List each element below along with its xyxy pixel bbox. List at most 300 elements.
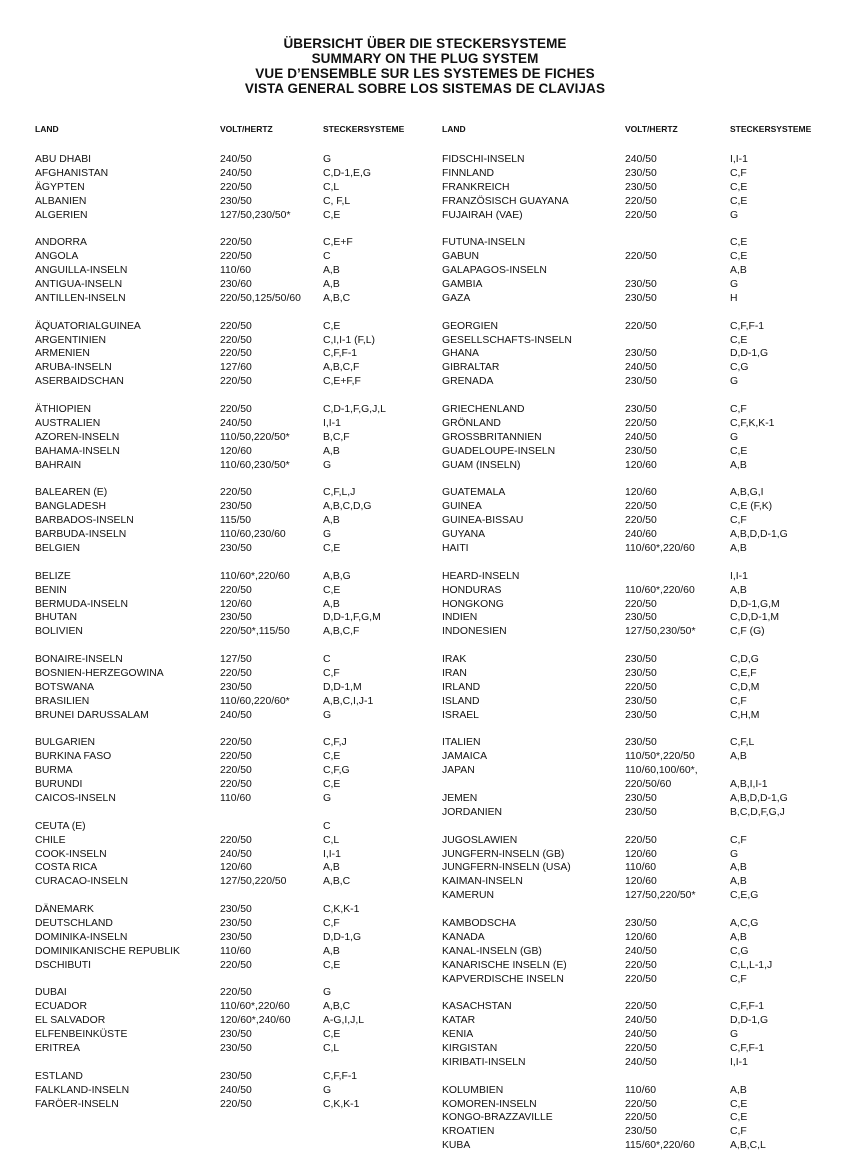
voltage-frequency: 220/50 [625, 417, 657, 429]
table-row [442, 931, 842, 945]
voltage-frequency: 220/50 [220, 779, 252, 791]
table-row [442, 320, 842, 334]
table-row [442, 250, 842, 264]
voltage-frequency: 110/60,100/60*, [625, 765, 698, 777]
table-row [35, 334, 435, 348]
table-row [35, 903, 435, 917]
country-name: HONDURAS [442, 584, 502, 596]
country-name: ARGENTINIEN [35, 334, 107, 346]
voltage-frequency: 220/50 [220, 320, 252, 332]
country-name: BANGLADESH [35, 501, 107, 513]
table-row [35, 570, 435, 584]
table-row [442, 584, 842, 598]
country-name: GRENADA [442, 376, 494, 388]
plug-types: A,B [730, 459, 747, 471]
plug-types: C,E [730, 334, 748, 346]
table-row [442, 1014, 842, 1028]
country-name: ERITREA [35, 1043, 81, 1054]
plug-types: C,K,K-1 [323, 1098, 360, 1110]
table-row [35, 375, 435, 389]
country-name: IRLAND [442, 681, 481, 693]
voltage-frequency: 220/50 [220, 404, 252, 416]
table-row [35, 320, 435, 334]
group-spacer [442, 639, 842, 653]
plug-types: C,F,F-1 [730, 320, 765, 332]
plug-types: I,I-1 [730, 154, 748, 165]
table-row [35, 347, 435, 361]
country-name: GRÖNLAND [442, 417, 501, 429]
plug-types: C,F,L,J [323, 487, 356, 499]
plug-types: A,B,G [323, 570, 351, 582]
table-row [35, 236, 435, 250]
title-line-fr: VUE D’ENSEMBLE SUR LES SYSTEMES DE FICHES [255, 66, 595, 81]
plug-types: C [323, 820, 331, 832]
voltage-frequency: 220/50 [220, 181, 252, 193]
country-name: ISLAND [442, 695, 480, 707]
country-name: BELGIEN [35, 542, 81, 554]
right-column [442, 124, 842, 1153]
plug-types: A,B [730, 265, 747, 277]
country-name: IRAK [442, 654, 467, 666]
country-name: KOLUMBIEN [442, 1084, 504, 1096]
table-row [35, 764, 435, 778]
group-spacer [442, 556, 842, 570]
plug-types: D,D-1,G,M [730, 598, 780, 610]
country-name: BOTSWANA [35, 681, 95, 693]
table-row [442, 1084, 842, 1098]
plug-types: C,F [323, 667, 340, 679]
group-spacer [442, 472, 842, 486]
table-row [35, 931, 435, 945]
table-row [442, 500, 842, 514]
country-name: ECUADOR [35, 1001, 87, 1013]
plug-types: C,E [730, 1112, 748, 1124]
voltage-frequency: 230/50 [625, 737, 657, 749]
plug-types: C,D,M [730, 681, 760, 693]
title-block [0, 36, 850, 96]
plug-types: A,B,C,F [323, 626, 360, 638]
country-name: GAZA [442, 292, 471, 304]
table-row [35, 695, 435, 709]
country-name: FUJAIRAH (VAE) [442, 209, 523, 221]
country-name: GAMBIA [442, 279, 483, 291]
voltage-frequency: 110/60,220/60* [220, 695, 290, 707]
plug-types: A,B [323, 265, 340, 277]
country-name: ANTIGUA-INSELN [35, 279, 123, 291]
plug-types: A,C,G [730, 917, 759, 929]
plug-types: C,F,K,K-1 [730, 417, 775, 429]
table-row [35, 264, 435, 278]
table-row [442, 459, 842, 473]
country-name: GUINEA-BISSAU [442, 515, 524, 527]
voltage-frequency: 127/50 [220, 654, 252, 666]
voltage-frequency: 220/50 [220, 667, 252, 679]
voltage-frequency: 127/50,220/50* [625, 890, 696, 902]
voltage-frequency: 230/50 [220, 195, 252, 207]
table-row [35, 986, 435, 1000]
plug-types: C,L [323, 834, 340, 846]
plug-types: C,F [730, 695, 747, 707]
table-row [35, 403, 435, 417]
country-name: JAMAICA [442, 751, 488, 763]
plug-types: C, F,L [323, 195, 351, 207]
plug-types: C,F [730, 1126, 747, 1138]
voltage-frequency: 230/50 [220, 1029, 252, 1041]
group-spacer [35, 556, 435, 570]
country-name: KAPVERDISCHE INSELN [442, 973, 564, 985]
table-row [442, 778, 842, 792]
table-row [35, 542, 435, 556]
voltage-frequency: 230/50 [625, 181, 657, 193]
plug-types: G [323, 709, 332, 721]
table-row [442, 695, 842, 709]
plug-types: G [323, 529, 332, 541]
group-spacer [35, 723, 435, 737]
plug-types: C,D-1,E,G [323, 167, 371, 179]
country-name: COSTA RICA [35, 862, 98, 874]
table-row [35, 736, 435, 750]
table-row [442, 445, 842, 459]
plug-types: C,L,L-1,J [730, 959, 773, 971]
plug-types: C,D,D-1,M [730, 612, 780, 624]
voltage-frequency: 220/50 [220, 334, 252, 346]
group-spacer [35, 973, 435, 987]
country-name: HAITI [442, 542, 469, 554]
plug-types: A,B,C,I,J-1 [323, 695, 374, 707]
voltage-frequency: 120/60 [625, 876, 657, 888]
voltage-frequency: 220/50 [220, 751, 252, 763]
voltage-frequency: 220/50 [220, 737, 252, 749]
voltage-frequency: 127/60 [220, 362, 252, 374]
plug-types: C,E+F,F [323, 376, 361, 388]
voltage-frequency: 230/50 [625, 709, 657, 721]
voltage-frequency: 230/50 [625, 404, 657, 416]
group-spacer [35, 222, 435, 236]
country-name: ANTILLEN-INSELN [35, 292, 126, 304]
plug-types: G [730, 431, 739, 443]
voltage-frequency: 230/50 [625, 654, 657, 666]
country-name: GROSSBRITANNIEN [442, 431, 542, 443]
table-row [35, 167, 435, 181]
plug-types: A,B [323, 279, 340, 291]
plug-types: G [323, 792, 332, 804]
voltage-frequency: 220/50 [625, 959, 657, 971]
table-row [35, 598, 435, 612]
voltage-frequency: 220/50 [220, 376, 252, 388]
country-name: ABU DHABI [35, 154, 92, 165]
table-row [35, 278, 435, 292]
country-name: JUGOSLAWIEN [442, 834, 518, 846]
country-name: KATAR [442, 1015, 476, 1027]
table-row [442, 403, 842, 417]
country-name: GIBRALTAR [442, 362, 500, 374]
country-name: FRANKREICH [442, 181, 510, 193]
voltage-frequency: 120/60 [625, 459, 657, 471]
country-name: KROATIEN [442, 1126, 495, 1138]
plug-types: H [730, 292, 738, 304]
country-name: ÄQUATORIALGUINEA [35, 320, 141, 332]
table-row [35, 750, 435, 764]
plug-types: C,E [730, 251, 748, 263]
plug-types: A,B,C,F [323, 362, 360, 374]
country-name: BULGARIEN [35, 737, 96, 749]
voltage-frequency: 220/50 [625, 515, 657, 527]
table-row [35, 153, 435, 167]
group-spacer [35, 639, 435, 653]
title-line-de: ÜBERSICHT ÜBER DIE STECKERSYSTEME [283, 36, 567, 51]
table-row [442, 1056, 842, 1070]
country-name: BURUNDI [35, 779, 83, 791]
voltage-frequency: 230/50 [625, 279, 657, 291]
table-row [35, 417, 435, 431]
voltage-frequency: 240/60 [625, 529, 657, 541]
voltage-frequency: 240/50 [625, 1056, 657, 1068]
group-spacer [442, 903, 842, 917]
country-name: KAIMAN-INSELN [442, 876, 523, 888]
voltage-frequency: 230/50 [625, 792, 657, 804]
country-name: KANARISCHE INSELN (E) [442, 959, 567, 971]
table-row [442, 209, 842, 223]
voltage-frequency: 230/60 [220, 279, 252, 291]
voltage-frequency: 120/60 [220, 862, 252, 874]
table-row [35, 820, 435, 834]
voltage-frequency: 230/50 [625, 376, 657, 388]
voltage-frequency: 230/50 [220, 681, 252, 693]
plug-types: C,G [730, 362, 749, 374]
country-name: FARÖER-INSELN [35, 1098, 119, 1110]
country-name: BARBADOS-INSELN [35, 515, 134, 527]
country-name: KIRGISTAN [442, 1043, 498, 1054]
table-row [442, 236, 842, 250]
title-line-en: SUMMARY ON THE PLUG SYSTEM [311, 51, 539, 66]
plug-types: G [730, 848, 739, 860]
country-name: GESELLSCHAFTS-INSELN [442, 334, 572, 346]
country-name: DOMINIKANISCHE REPUBLIK [35, 945, 180, 957]
plug-types: A,B,I,I-1 [730, 779, 768, 791]
country-name: HONGKONG [442, 598, 504, 610]
country-name: JORDANIEN [442, 806, 503, 818]
country-name: ARUBA-INSELN [35, 362, 112, 374]
voltage-frequency: 230/50 [625, 667, 657, 679]
voltage-frequency: 120/60 [220, 445, 252, 457]
table-row [442, 792, 842, 806]
plug-types: C,F [730, 167, 747, 179]
voltage-frequency: 127/50,230/50* [625, 626, 696, 638]
voltage-frequency: 220/50 [220, 959, 252, 971]
country-name: BALEAREN (E) [35, 487, 108, 499]
voltage-frequency: 240/50 [220, 154, 252, 165]
voltage-frequency: 220/50 [625, 598, 657, 610]
country-name: KOMOREN-INSELN [442, 1098, 537, 1110]
table-row [35, 834, 435, 848]
plug-types: G [323, 987, 332, 999]
country-name: BRUNEI DARUSSALAM [35, 709, 149, 721]
table-row [442, 750, 842, 764]
voltage-frequency: 230/50 [625, 695, 657, 707]
table-row [35, 209, 435, 223]
country-name: ÄTHIOPIEN [35, 404, 92, 416]
table-row [35, 667, 435, 681]
plug-types: A,B [730, 542, 747, 554]
country-name: ASERBAIDSCHAN [35, 376, 124, 388]
plug-types: A,B [323, 445, 340, 457]
table-row [35, 1042, 435, 1056]
voltage-frequency: 230/50 [625, 1126, 657, 1138]
voltage-frequency: 230/50 [220, 542, 252, 554]
country-name: CEUTA (E) [35, 820, 86, 832]
plug-types: A,B [730, 862, 747, 874]
table-row [442, 861, 842, 875]
plug-types: C,E [730, 1098, 748, 1110]
table-row [35, 653, 435, 667]
voltage-frequency: 230/50 [220, 931, 252, 943]
table-row [35, 1098, 435, 1112]
country-name: GRIECHENLAND [442, 404, 525, 416]
plug-types: A,B [730, 876, 747, 888]
group-spacer [442, 1070, 842, 1084]
table-row [442, 1111, 842, 1125]
country-name: GABUN [442, 251, 479, 263]
voltage-frequency: 230/50 [625, 917, 657, 929]
header-steckersysteme: STECKERSYSTEME [323, 124, 405, 134]
voltage-frequency: 220/50 [220, 1098, 252, 1110]
table-row [35, 709, 435, 723]
voltage-frequency: 230/50 [625, 445, 657, 457]
plug-types: C,F,F-1 [323, 1070, 358, 1082]
voltage-frequency: 110/60*,220/60 [220, 1001, 290, 1013]
voltage-frequency: 220/50,125/50/60 [220, 292, 301, 304]
voltage-frequency: 220/50 [220, 987, 252, 999]
plug-types: D,D-1,G [323, 931, 362, 943]
table-row [442, 375, 842, 389]
plug-types: A,B,D,D-1,G [730, 792, 788, 804]
voltage-frequency: 240/50 [625, 431, 657, 443]
voltage-frequency: 220/50 [220, 348, 252, 360]
voltage-frequency: 230/50 [220, 1043, 252, 1054]
country-name: BOSNIEN-HERZEGOWINA [35, 667, 164, 679]
plug-types: A,B,C [323, 292, 351, 304]
country-name: JAPAN [442, 765, 475, 777]
plug-types: A,B,G,I [730, 487, 764, 499]
voltage-frequency: 230/50 [220, 904, 252, 916]
voltage-frequency: 220/50 [625, 681, 657, 693]
table-row [442, 667, 842, 681]
table-row [442, 973, 842, 987]
column-headers [35, 124, 435, 138]
table-row [35, 917, 435, 931]
left-column [35, 124, 435, 1111]
voltage-frequency: 110/60,230/50* [220, 459, 290, 471]
plug-types: C,F [730, 834, 747, 846]
table-row [442, 417, 842, 431]
country-name: BAHAMA-INSELN [35, 445, 120, 457]
plug-types: C,F [730, 515, 747, 527]
table-row [442, 709, 842, 723]
voltage-frequency: 110/50*,220/50 [625, 751, 695, 763]
plug-types: C,F,F-1 [730, 1043, 765, 1054]
header-volt-hertz: VOLT/HERTZ [220, 124, 273, 134]
voltage-frequency: 115/60*,220/60 [625, 1140, 695, 1152]
plug-types: G [730, 209, 739, 221]
table-row [442, 625, 842, 639]
plug-types: C,F,L [730, 737, 755, 749]
voltage-frequency: 240/50 [220, 167, 252, 179]
plug-types: C,D-1,F,G,J,L [323, 404, 386, 416]
voltage-frequency: 240/50 [220, 848, 252, 860]
voltage-frequency: 120/60 [220, 598, 252, 610]
table-row [35, 861, 435, 875]
country-name: BURMA [35, 765, 73, 777]
voltage-frequency: 240/50 [625, 154, 657, 165]
country-name: FUTUNA-INSELN [442, 237, 526, 249]
plug-types: C,F,J [323, 737, 347, 749]
plug-types: A,B [730, 584, 747, 596]
voltage-frequency: 240/50 [220, 417, 252, 429]
group-spacer [35, 389, 435, 403]
voltage-frequency: 110/60 [625, 862, 657, 874]
plug-types: D,D-1,M [323, 681, 362, 693]
table-row [442, 806, 842, 820]
voltage-frequency: 230/50 [625, 612, 657, 624]
table-row [442, 945, 842, 959]
plug-types: C [323, 251, 331, 263]
voltage-frequency: 230/50 [220, 1070, 252, 1082]
country-name: KASACHSTAN [442, 1001, 512, 1013]
voltage-frequency: 110/60*,220/60 [220, 570, 290, 582]
table-row [35, 778, 435, 792]
plug-types: C,E [730, 445, 748, 457]
voltage-frequency: 230/50 [220, 612, 252, 624]
plug-types: A,B,C [323, 1001, 351, 1013]
plug-types: B,C,D,F,G,J [730, 806, 785, 818]
table-row [442, 1000, 842, 1014]
table-row [442, 514, 842, 528]
voltage-frequency: 110/60,230/60 [220, 529, 286, 541]
country-name: AZOREN-INSELN [35, 431, 120, 443]
country-name: CURACAO-INSELN [35, 876, 128, 888]
voltage-frequency: 110/60 [220, 945, 252, 957]
header-land: LAND [442, 124, 466, 134]
table-row [442, 611, 842, 625]
voltage-frequency: 220/50 [625, 320, 657, 332]
country-name: ALBANIEN [35, 195, 87, 207]
plug-types: G [323, 1084, 332, 1096]
country-name: IRAN [442, 667, 467, 679]
voltage-frequency: 110/60*,220/60 [625, 542, 695, 554]
country-name: GUINEA [442, 501, 482, 513]
voltage-frequency: 230/50 [625, 292, 657, 304]
title-line-es: VISTA GENERAL SOBRE LOS SISTEMAS DE CLAVIJAS [244, 81, 606, 96]
voltage-frequency: 220/50 [625, 973, 657, 985]
country-list [35, 153, 435, 1111]
table-row [442, 681, 842, 695]
voltage-frequency: 120/60 [625, 931, 657, 943]
plug-types: A,B [323, 945, 340, 957]
header-steckersysteme: STECKERSYSTEME [730, 124, 812, 134]
country-name: JUNGFERN-INSELN (GB) [442, 848, 565, 860]
plug-types: C,H,M [730, 709, 760, 721]
table-row [442, 181, 842, 195]
table-row [35, 945, 435, 959]
table-row [35, 181, 435, 195]
country-name: GHANA [442, 348, 479, 360]
table-row [442, 1125, 842, 1139]
table-row [442, 653, 842, 667]
voltage-frequency: 220/50 [625, 834, 657, 846]
plug-types: C,E [730, 181, 748, 193]
group-spacer [442, 306, 842, 320]
voltage-frequency: 220/50/60 [625, 779, 672, 791]
